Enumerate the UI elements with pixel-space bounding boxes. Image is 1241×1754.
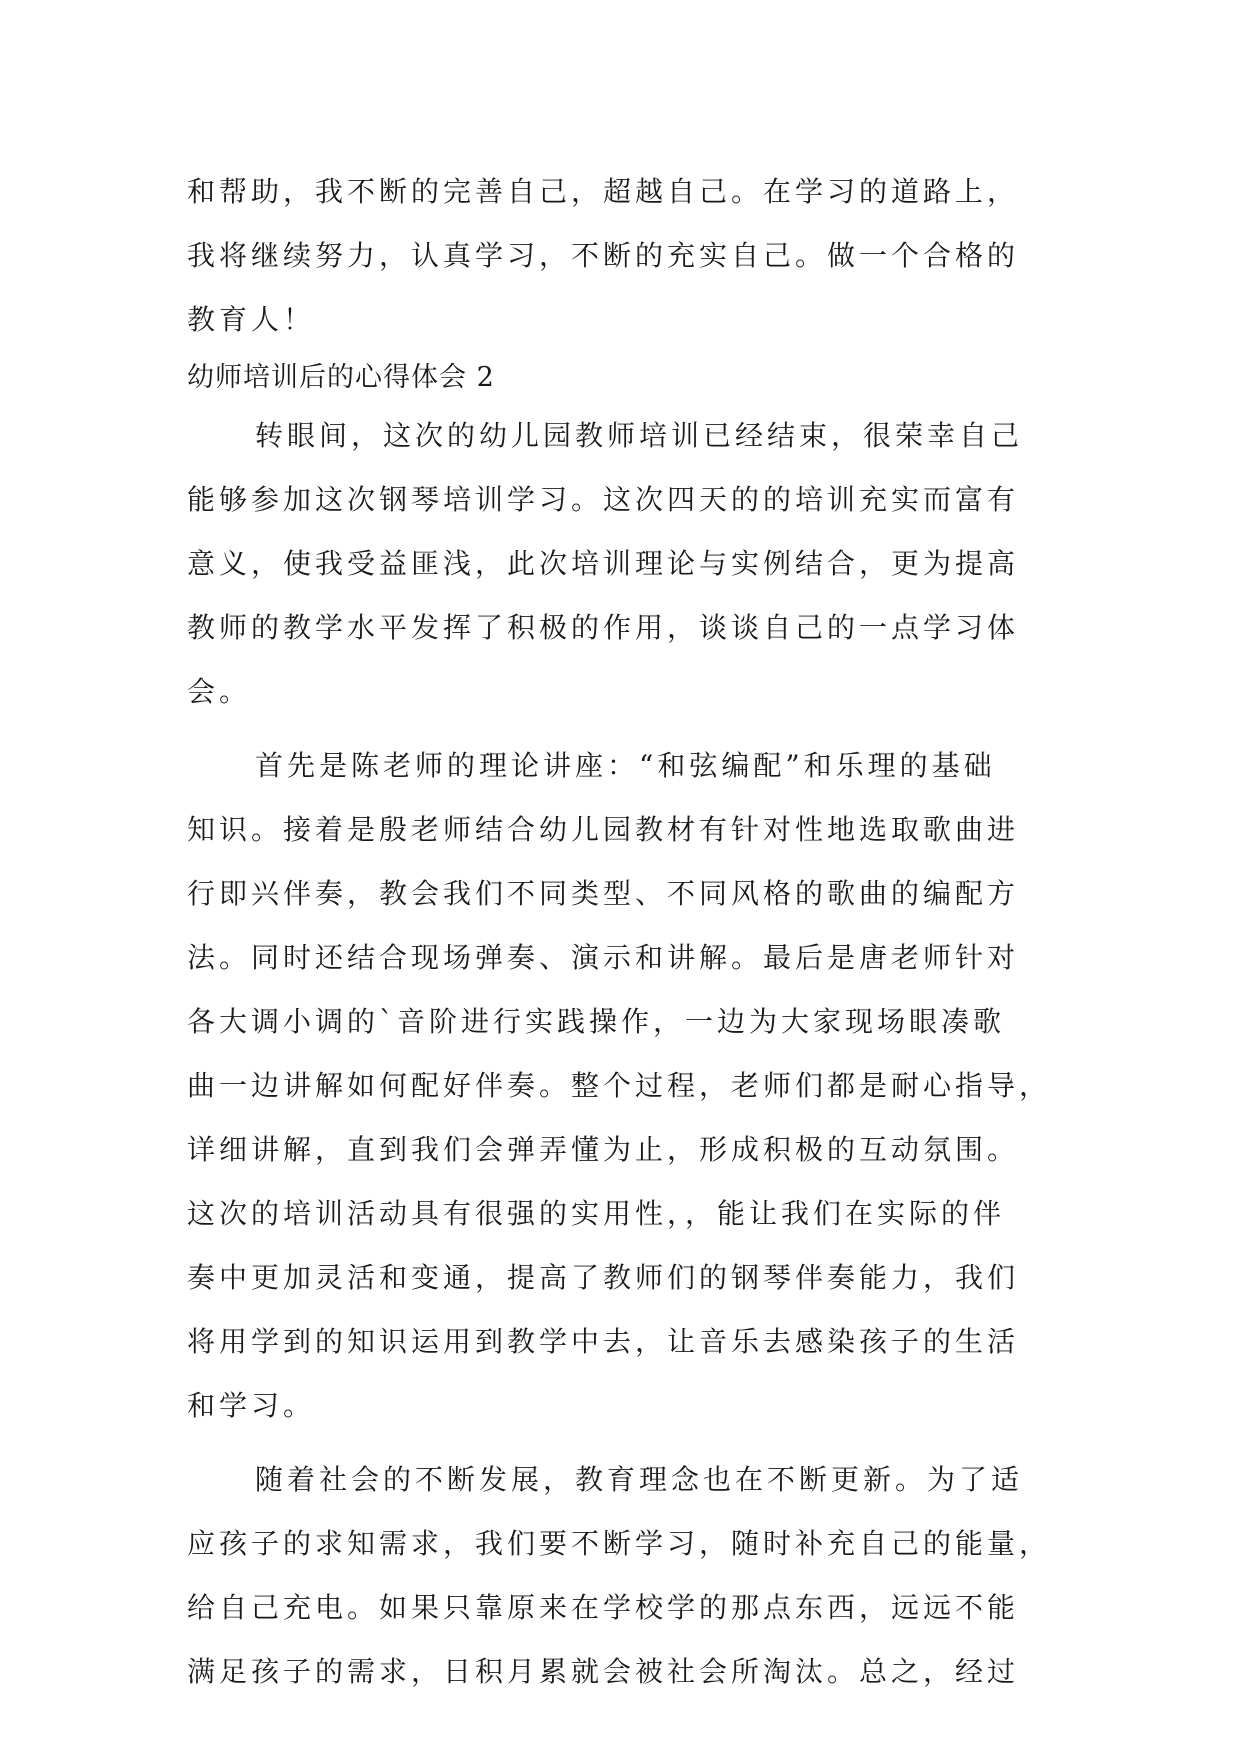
text-line: 曲一边讲解如何配好伴奏。整个过程，老师们都是耐心指导， [187, 1069, 1052, 1102]
text-line: 知识。接着是殷老师结合幼儿园教材有针对性地选取歌曲进 [187, 813, 1020, 846]
text-line: 和帮助，我不断的完善自己，超越自己。在学习的道路上， [187, 175, 1020, 208]
text-line: 将用学到的知识运用到教学中去，让音乐去感染孩子的生活 [187, 1325, 1020, 1358]
text-line: 奏中更加灵活和变通，提高了教师们的钢琴伴奏能力，我们 [187, 1261, 1020, 1294]
paragraph-first-line: 首先是陈老师的理论讲座：“和弦编配”和乐理的基础 [255, 749, 996, 782]
text-line: 和学习。 [187, 1389, 316, 1422]
text-line: 给自己充电。如果只靠原来在学校学的那点东西，远远不能 [187, 1591, 1020, 1624]
text-line: 法。同时还结合现场弹奏、演示和讲解。最后是唐老师针对 [187, 941, 1020, 974]
text-line: 会。 [187, 675, 252, 708]
paragraph-first-line: 随着社会的不断发展，教育理念也在不断更新。为了适 [255, 1463, 1024, 1496]
paragraph-spacer [187, 1438, 1067, 1448]
text-line: 教师的教学水平发挥了积极的作用，谈谈自己的一点学习体 [187, 611, 1020, 644]
text-line: 满足孩子的需求，日积月累就会被社会所淘汰。总之，经过 [187, 1655, 1020, 1688]
text-line: 我将继续努力，认真学习，不断的充实自己。做一个合格的 [187, 239, 1020, 272]
text-line: 各大调小调的`音阶进行实践操作，一边为大家现场眼凑歌 [187, 1005, 1006, 1038]
text-line: 这次的培训活动具有很强的实用性，，能让我们在实际的伴 [187, 1197, 1006, 1230]
text-line: 详细讲解，直到我们会弹弄懂为止，形成积极的互动氛围。 [187, 1133, 1020, 1166]
text-line: 能够参加这次钢琴培训学习。这次四天的的培训充实而富有 [187, 483, 1020, 516]
text-line: 教育人！ [187, 303, 316, 336]
paragraph-first-line: 转眼间，这次的幼儿园教师培训已经结束，很荣幸自己 [255, 419, 1024, 452]
document-body [187, 160, 1067, 1704]
paragraph-spacer [187, 724, 1067, 734]
text-line: 意义，使我受益匪浅，此次培训理论与实例结合，更为提高 [187, 547, 1020, 580]
text-line: 行即兴伴奏，教会我们不同类型、不同风格的歌曲的编配方 [187, 877, 1020, 910]
text-line: 应孩子的求知需求，我们要不断学习，随时补充自己的能量， [187, 1527, 1052, 1560]
section-title: 幼师培训后的心得体会 2 [187, 362, 495, 393]
